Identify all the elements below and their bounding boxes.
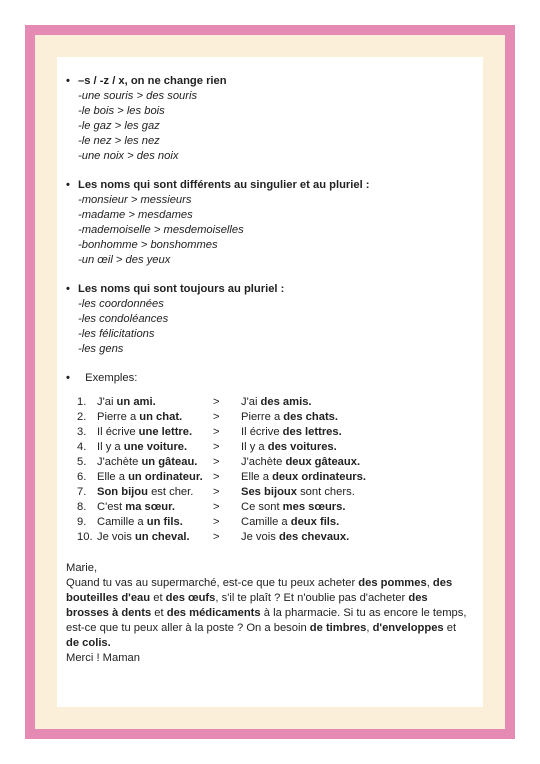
example-number: 5.	[77, 456, 87, 468]
rule-section-irregular	[66, 178, 476, 268]
example-number: 2.	[77, 411, 87, 423]
example-singular	[97, 515, 213, 530]
singular-text: Elle a	[97, 471, 129, 483]
arrow-separator: >	[213, 471, 220, 483]
example-item: -les félicitations	[78, 328, 155, 340]
arrow-separator: >	[213, 426, 220, 438]
plural-bold-text: des chats.	[283, 411, 339, 423]
letter-bold-text: de colis.	[66, 637, 111, 649]
letter-body	[66, 576, 471, 651]
plural-text: sont chers.	[296, 486, 355, 498]
example-plural	[241, 455, 360, 470]
document-content	[66, 74, 476, 666]
example-singular	[97, 410, 213, 425]
section-heading: • Les noms qui sont différents au singulier et au pluriel :	[66, 179, 370, 191]
example-row	[66, 455, 476, 470]
example-item: -une noix > des noix	[78, 150, 179, 162]
singular-text: Je vois	[97, 531, 135, 543]
bullet-icon: •	[66, 283, 70, 295]
plural-bold-text: mes sœurs.	[282, 501, 346, 513]
example-number: 3.	[77, 426, 87, 438]
singular-bold-text: un ami.	[116, 396, 156, 408]
letter-text: Quand tu vas au supermarché, est-ce que tu peux acheter	[66, 577, 359, 589]
singular-bold-text: ma sœur.	[125, 501, 175, 513]
singular-text: C'est	[97, 501, 126, 513]
example-row	[66, 470, 476, 485]
example-singular	[97, 455, 213, 470]
example-row	[66, 485, 476, 500]
bullet-icon: •	[66, 372, 70, 384]
example-item: -les condoléances	[78, 313, 169, 325]
arrow-separator: >	[213, 486, 220, 498]
example-singular	[97, 395, 213, 410]
example-number: 7.	[77, 486, 87, 498]
letter-bold-text: des bouteilles d'eau	[66, 577, 453, 604]
letter-text: ,	[366, 622, 373, 634]
plural-text: Pierre a	[241, 411, 284, 423]
example-plural	[241, 395, 312, 410]
plural-bold-text: des lettres.	[282, 426, 342, 438]
singular-text: Pierre a	[97, 411, 140, 423]
examples-list	[66, 395, 476, 545]
example-plural	[241, 485, 355, 500]
example-row	[66, 515, 476, 530]
letter-bold-text: des pommes	[358, 577, 427, 589]
example-number: 8.	[77, 501, 87, 513]
example-item: -un œil > des yeux	[78, 254, 171, 266]
singular-bold-text: une voiture.	[123, 441, 188, 453]
bullet-icon: •	[66, 179, 70, 191]
example-number: 10.	[77, 531, 93, 543]
singular-text: J'ai	[97, 396, 117, 408]
section-heading: • –s / -z / x, on ne change rien	[66, 75, 227, 87]
singular-bold-text: un cheval.	[134, 531, 190, 543]
example-item: -les coordonnées	[78, 298, 164, 310]
example-singular	[97, 485, 213, 500]
singular-text: est cher.	[147, 486, 194, 498]
letter-bold-text: de timbres	[309, 622, 367, 634]
plural-bold-text: deux gâteaux.	[285, 456, 361, 468]
arrow-separator: >	[213, 516, 220, 528]
example-singular	[97, 470, 213, 485]
letter-text: et	[150, 592, 166, 604]
example-item: -mademoiselle > mesdemoiselles	[78, 224, 244, 236]
example-plural	[241, 515, 339, 530]
example-plural	[241, 410, 338, 425]
letter-text: à la pharmacie. Si tu as encore le temps, est-ce que tu peux aller à la poste ? On a besoin	[66, 607, 467, 634]
singular-text: Il écrive	[97, 426, 139, 438]
plural-text: Il y a	[241, 441, 268, 453]
example-singular	[97, 425, 213, 440]
example-item: -madame > mesdames	[78, 209, 193, 221]
arrow-separator: >	[213, 531, 220, 543]
singular-text: J'achète	[97, 456, 142, 468]
example-number: 1.	[77, 396, 87, 408]
section-heading: • Les noms qui sont toujours au pluriel :	[66, 283, 285, 295]
example-item: -le gaz > les gaz	[78, 120, 160, 132]
arrow-separator: >	[213, 501, 220, 513]
letter-bold-text: des médicaments	[166, 607, 261, 619]
singular-text: Il y a	[97, 441, 124, 453]
bullet-icon: •	[66, 75, 70, 87]
example-row	[66, 440, 476, 455]
plural-text: Elle a	[241, 471, 273, 483]
example-plural	[241, 470, 366, 485]
arrow-separator: >	[213, 396, 220, 408]
example-item: -le nez > les nez	[78, 135, 160, 147]
example-number: 9.	[77, 516, 87, 528]
letter-text: et	[151, 607, 167, 619]
singular-bold-text: un ordinateur.	[128, 471, 203, 483]
singular-bold-text: un chat.	[139, 411, 183, 423]
plural-bold-text: des voitures.	[267, 441, 337, 453]
plural-text: J'ai	[241, 396, 261, 408]
letter-text: ,	[426, 577, 433, 589]
rule-section-always-plural	[66, 282, 476, 357]
example-row	[66, 410, 476, 425]
plural-text: Il écrive	[241, 426, 283, 438]
plural-text: J'achète	[241, 456, 286, 468]
plural-bold-text: deux ordinateurs.	[272, 471, 366, 483]
example-singular	[97, 500, 213, 515]
plural-text: Je vois	[241, 531, 279, 543]
example-row	[66, 425, 476, 440]
plural-text: Camille a	[241, 516, 291, 528]
plural-bold-text: deux fils.	[290, 516, 340, 528]
plural-bold-text: Ses bijoux	[241, 486, 297, 498]
arrow-separator: >	[213, 411, 220, 423]
example-item: -les gens	[78, 343, 124, 355]
plural-bold-text: des amis.	[260, 396, 312, 408]
arrow-separator: >	[213, 456, 220, 468]
letter-text: , s'il te plaît ? Et n'oublie pas d'acheter	[215, 592, 409, 604]
letter-bold-text: des brosses à dents	[66, 592, 428, 619]
example-row	[66, 395, 476, 410]
singular-bold-text: une lettre.	[138, 426, 193, 438]
example-number: 6.	[77, 471, 87, 483]
plural-bold-text: des chevaux.	[278, 531, 350, 543]
example-plural	[241, 425, 342, 440]
example-item: -monsieur > messieurs	[78, 194, 192, 206]
letter-text: et	[443, 622, 457, 634]
example-singular	[97, 530, 213, 545]
letter-signoff: Merci ! Maman	[66, 652, 140, 664]
letter-bold-text: des œufs	[165, 592, 216, 604]
singular-bold-text: un fils.	[146, 516, 183, 528]
example-item: -le bois > les bois	[78, 105, 165, 117]
singular-bold-text: Son bijou	[97, 486, 148, 498]
letter-note	[66, 561, 471, 666]
example-number: 4.	[77, 441, 87, 453]
example-row	[66, 500, 476, 515]
example-item: -bonhomme > bonshommes	[78, 239, 218, 251]
examples-heading: • Exemples:	[66, 372, 138, 384]
arrow-separator: >	[213, 441, 220, 453]
rule-section-sxz	[66, 74, 476, 164]
singular-text: Camille a	[97, 516, 147, 528]
example-plural	[241, 500, 345, 515]
letter-bold-text: d'enveloppes	[372, 622, 444, 634]
letter-greeting: Marie,	[66, 562, 98, 574]
example-singular	[97, 440, 213, 455]
example-plural	[241, 440, 337, 455]
singular-bold-text: un gâteau.	[141, 456, 198, 468]
example-item: -une souris > des souris	[78, 90, 198, 102]
plural-text: Ce sont	[241, 501, 283, 513]
example-plural	[241, 530, 349, 545]
example-row	[66, 530, 476, 545]
